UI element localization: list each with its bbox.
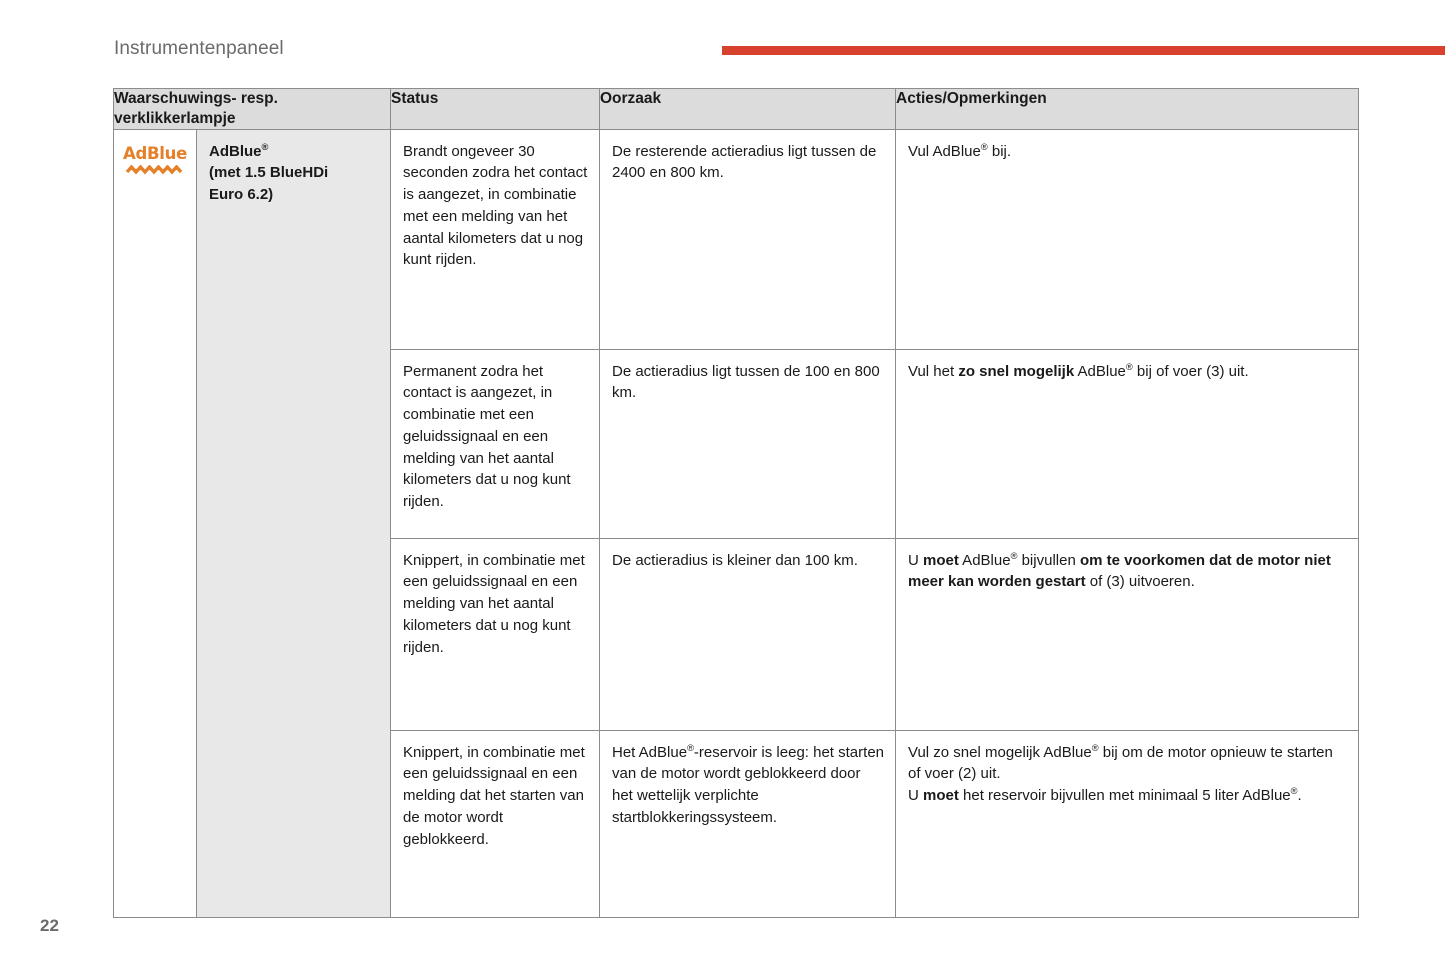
actions-cell <box>896 129 1359 349</box>
cause-text-p1: Het AdBlue <box>612 743 688 761</box>
actions-registered: ® <box>1010 550 1018 561</box>
actions-cell <box>896 349 1359 538</box>
actions-text-suffix: bij. <box>987 142 1012 160</box>
actions-emphasis-1: moet <box>923 551 959 569</box>
adblue-wave-icon <box>126 165 184 176</box>
status-cell <box>391 129 600 349</box>
cause-cell <box>600 730 896 917</box>
actions-emphasis-2: om te voorkomen dat de motor niet meer kan worden gestart <box>908 551 1331 591</box>
column-header-cause: Oorzaak <box>600 89 896 130</box>
actions-text-p3: U <box>908 787 923 805</box>
lamp-name: AdBlue <box>209 142 262 160</box>
header-rule <box>722 46 1445 55</box>
adblue-icon-cell <box>114 129 197 917</box>
cause-text-p2: -reservoir is leeg: het starten van de motor wordt geblokkeerd door het wettelijk verplichte startblokkeringssysteem. <box>612 743 884 826</box>
column-header-status: Status <box>391 89 600 130</box>
actions-text-p4: het reservoir bijvullen met minimaal 5 liter AdBlue <box>958 787 1291 805</box>
actions-text-p2: AdBlue <box>958 551 1011 569</box>
actions-text-p4: of (3) uitvoeren. <box>1085 573 1195 591</box>
actions-text-p3: bijvullen <box>1017 551 1080 569</box>
status-text: Permanent zodra het contact is aangezet, in combinatie met een geluidssignaal en een melding van het aantal kilometers dat u nog kunt rijden. <box>403 362 571 511</box>
actions-registered-2: ® <box>1290 786 1298 797</box>
actions-text-p1: Vul zo snel mogelijk AdBlue <box>908 743 1092 761</box>
cause-text: De resterende actieradius ligt tussen de 2400 en 800 km. <box>612 142 877 182</box>
actions-text-prefix: Vul het <box>908 362 959 380</box>
actions-registered-1: ® <box>1091 742 1099 753</box>
status-cell <box>391 349 600 538</box>
status-text: Brandt ongeveer 30 seconden zodra het contact is aangezet, in combinatie met een melding van het aantal kilometers dat u nog kunt rijden. <box>403 142 588 269</box>
lamp-name-registered: ® <box>261 141 269 152</box>
page-number: 22 <box>40 916 59 935</box>
page-header <box>0 0 1445 82</box>
warning-lamps-table <box>113 88 1359 918</box>
actions-text-mid: AdBlue <box>1074 362 1126 380</box>
cause-cell <box>600 349 896 538</box>
actions-text-p1: U <box>908 551 923 569</box>
column-header-actions: Acties/Opmerkingen <box>896 89 1359 130</box>
cause-text: De actieradius is kleiner dan 100 km. <box>612 551 858 569</box>
actions-emphasis: zo snel mogelijk <box>958 362 1075 380</box>
actions-text-suffix: bij of voer (3) uit. <box>1132 362 1249 380</box>
actions-text: Vul AdBlue <box>908 142 981 160</box>
status-text: Knippert, in combinatie met een geluidssignaal en een melding dat het starten van de motor wordt geblokkeerd. <box>403 743 585 848</box>
table-body <box>114 129 1359 917</box>
lamp-sub-line-2: Euro 6.2) <box>209 186 274 204</box>
cause-registered: ® <box>687 742 694 753</box>
actions-text-p2: bij om de motor opnieuw te starten of voer (2) uit. <box>908 743 1333 783</box>
actions-cell <box>896 730 1359 917</box>
actions-emphasis-1: moet <box>923 787 959 805</box>
cause-text: De actieradius ligt tussen de 100 en 800 km. <box>612 362 880 402</box>
adblue-icon <box>122 142 188 177</box>
actions-cell <box>896 538 1359 730</box>
column-header-lamp: Waarschuwings- resp. verklikkerlampje <box>114 89 391 130</box>
cause-cell <box>600 129 896 349</box>
actions-text-p5: . <box>1297 787 1302 805</box>
actions-registered: ® <box>980 141 988 152</box>
page-title: Instrumentenpaneel <box>114 38 284 59</box>
lamp-sub-line-1: (met 1.5 BlueHDi <box>209 164 329 182</box>
status-text: Knippert, in combinatie met een geluidssignaal en een melding van het aantal kilometers dat u nog kunt rijden. <box>403 551 585 656</box>
lamp-name-cell <box>197 129 391 917</box>
table-head <box>114 89 1359 130</box>
status-cell <box>391 730 600 917</box>
status-cell <box>391 538 600 730</box>
table-row <box>114 129 1359 349</box>
cause-cell <box>600 538 896 730</box>
adblue-icon-label: AdBlue <box>123 143 187 163</box>
table-header-row <box>114 89 1359 130</box>
actions-registered: ® <box>1125 361 1133 372</box>
